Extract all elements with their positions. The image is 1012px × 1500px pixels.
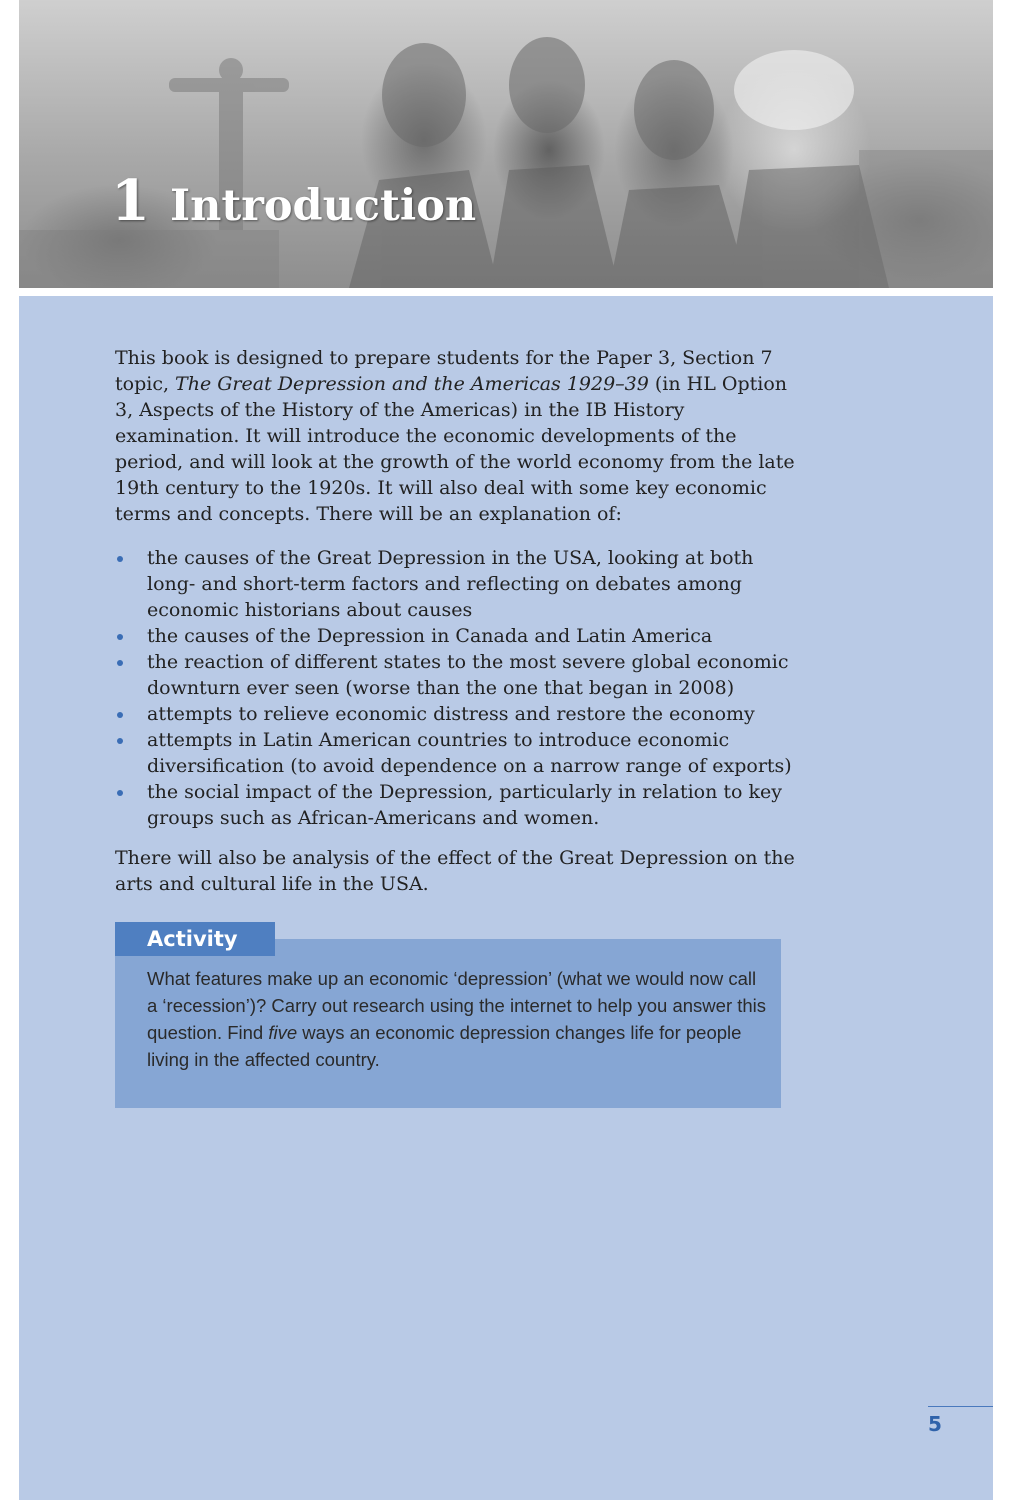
bullet-icon [117, 634, 123, 640]
topic-title-italic: The Great Depression and the Americas 1929–39 [175, 373, 649, 395]
main-content [115, 345, 795, 897]
list-item-text: the social impact of the Depression, particularly in relation to key groups such as African-Americans and women. [147, 781, 782, 829]
chapter-number: 1 [111, 168, 150, 234]
page [19, 0, 993, 1500]
chapter-title: Introduction [169, 181, 477, 231]
chapter-banner-photo [19, 0, 993, 288]
list-item-text: the causes of the Depression in Canada and Latin America [147, 625, 713, 647]
list-item [115, 649, 795, 701]
list-item [115, 623, 795, 649]
list-item-text: attempts to relieve economic distress and restore the economy [147, 703, 755, 725]
banner-photo-figures [19, 0, 993, 288]
bullet-icon [117, 660, 123, 666]
activity-text-part-1: What features make up an economic ‘depression’ (what we would now call a ‘recession’)? Carry out research using the internet to help you answer this question. Find [147, 968, 767, 1043]
list-item [115, 701, 795, 727]
bullet-icon [117, 790, 123, 796]
activity-text-italic: five [268, 1022, 298, 1043]
topics-list [115, 545, 795, 831]
bullet-icon [117, 738, 123, 744]
bullet-icon [117, 712, 123, 718]
list-item-text: attempts in Latin American countries to introduce economic diversification (to avoid dependence on a narrow range of exports) [147, 729, 792, 777]
list-item [115, 727, 795, 779]
bullet-icon [117, 556, 123, 562]
page-number: 5 [928, 1412, 942, 1436]
banner-divider [19, 288, 993, 296]
activity-text-part-2: ways an economic depression changes life for people living in the affected country. [147, 1022, 742, 1070]
list-item-text: the causes of the Great Depression in the USA, looking at both long- and short-term factors and reflecting on debates among economic historians about causes [147, 547, 754, 621]
activity-box [115, 922, 781, 1108]
page-number-rule [928, 1406, 993, 1407]
closing-paragraph: There will also be analysis of the effect of the Great Depression on the arts and cultural life in the USA. [115, 847, 795, 895]
intro-paragraph [115, 345, 795, 527]
list-item-text: the reaction of different states to the most severe global economic downturn ever seen (worse than the one that began in 2008) [147, 651, 789, 699]
list-item [115, 779, 795, 831]
activity-label: Activity [115, 922, 275, 956]
intro-text-part-2: (in HL Option 3, Aspects of the History of the Americas) in the IB History examination. It will introduce the economic developments of the period, and will look at the growth of the world economy from the late 19th century to the 1920s. It will also deal with some key economic terms and concepts. There will be an explanation of: [115, 373, 795, 525]
chapter-heading [111, 168, 476, 234]
list-item [115, 545, 795, 623]
intro-text-part-1: This book is designed to prepare students for the Paper 3, Section 7 topic, [115, 347, 773, 395]
activity-text [147, 965, 767, 1073]
